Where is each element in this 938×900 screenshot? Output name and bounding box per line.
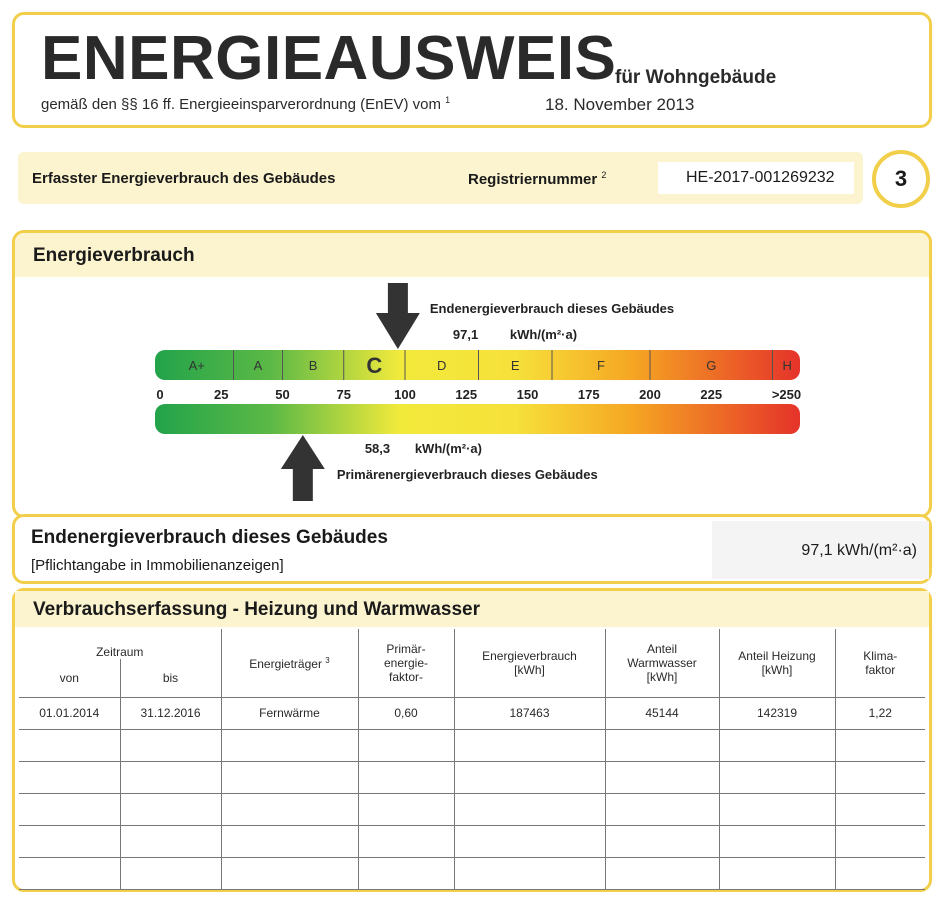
cell-energieverbrauch [454,857,605,889]
header-primaer-line3: faktor- [388,669,423,684]
primary-energy-arrow [281,435,325,501]
class-label-f: F [597,358,605,373]
header-warmwasser [605,629,719,697]
header-zeitraum: Zeitraum [19,629,221,659]
cell-primaerfaktor [358,793,454,825]
final-energy-value: 97,1 [452,327,479,342]
class-label-g: G [706,358,717,373]
legal-basis [41,95,450,113]
final-energy-unit: kWh/(m²·a) [509,327,578,342]
class-label-d: D [437,358,447,373]
header-energietraeger-text: Energieträger [249,657,322,672]
cell-energieverbrauch [454,761,605,793]
class-label-b: B [308,358,318,373]
registration-footnote: 2 [601,170,607,180]
cell-heizung [719,729,835,761]
header-verbrauch-line1: Energieverbrauch [482,648,577,663]
tick-label: 25 [214,387,229,402]
header-primaerfaktor [358,629,454,697]
cell-energietraeger [221,825,358,857]
section-title: Energieverbrauch [33,245,195,266]
primary-energy-label: Primärenergieverbrauch dieses Gebäudes [336,467,598,482]
cell-bis: 31.12.2016 [120,697,221,729]
final-energy-title: Endenergieverbrauch dieses Gebäudes [31,527,388,548]
table-row [19,793,925,825]
class-label-aplus: A+ [188,358,205,373]
cell-energieverbrauch [454,793,605,825]
consumption-table [19,629,925,890]
header-heizung-line1: Anteil Heizung [738,648,816,663]
tick-label: 200 [639,387,661,402]
cell-energietraeger [221,793,358,825]
tick-label: 125 [455,387,478,402]
header-heizung [719,629,835,697]
cell-primaerfaktor [358,825,454,857]
cell-energietraeger [221,857,358,889]
section-title: Verbrauchserfassung - Heizung und Warmwasser [33,599,480,620]
table-row [19,857,925,889]
final-energy-box-value: 97,1 kWh/(m²·a) [712,521,929,579]
cell-heizung [719,761,835,793]
section-header [15,591,929,627]
legal-date: 18. November 2013 [545,95,695,114]
header-ww-line2: Warmwasser [627,655,697,670]
cell-bis [120,857,221,889]
final-energy-label: Endenergieverbrauch dieses Gebäudes [429,301,675,316]
cell-bis [120,761,221,793]
cell-klimafaktor [835,857,925,889]
cell-warmwasser: 45144 [605,697,719,729]
tick-label: 75 [336,387,351,402]
header-verbrauch-line2: [kWh] [514,662,545,677]
header-primaer-line2: energie- [383,655,429,670]
tick-label: >250 [771,387,802,402]
header-heizung-line2: [kWh] [761,662,793,677]
tick-label: 150 [516,387,539,402]
tick-label: 175 [577,387,600,402]
cell-energietraeger: Fernwärme [221,697,358,729]
cell-heizung [719,857,835,889]
registration-number-label [468,170,606,188]
top-scale-bar [155,350,800,380]
cell-primaerfaktor [358,857,454,889]
cell-heizung: 142319 [719,697,835,729]
cell-primaerfaktor [358,729,454,761]
legal-text: gemäß den §§ 16 ff. Energieeinsparverordnung (EnEV) vom [41,96,441,113]
tick-label: 0 [156,387,164,402]
header-ww-line1: Anteil [646,641,678,656]
registration-bar [18,152,863,204]
tick-label: 225 [700,387,723,402]
tick-label: 100 [394,387,416,402]
page-number-badge: 3 [872,150,930,208]
cell-klimafaktor [835,729,925,761]
cell-klimafaktor: 1,22 [835,697,925,729]
header-bis: bis [120,659,221,697]
cell-warmwasser [605,729,719,761]
cell-bis [120,729,221,761]
cell-von [19,761,120,793]
cell-von [19,857,120,889]
cell-bis [120,793,221,825]
energy-consumption-section [12,230,932,518]
cell-warmwasser [605,857,719,889]
cell-energieverbrauch: 187463 [454,697,605,729]
cell-von [19,793,120,825]
table-row [19,761,925,793]
header-energieverbrauch [454,629,605,697]
header-klima-line2: faktor [865,662,896,677]
energy-scale-chart [15,233,932,518]
cell-warmwasser [605,793,719,825]
cell-energietraeger [221,761,358,793]
cell-bis [120,825,221,857]
registration-number: HE-2017-001269232 [658,162,854,194]
header-energietraeger-footnote: 3 [325,656,330,666]
cell-warmwasser [605,761,719,793]
cell-von: 01.01.2014 [19,697,120,729]
cell-energieverbrauch [454,825,605,857]
cell-klimafaktor [835,761,925,793]
cell-energietraeger [221,729,358,761]
primary-energy-unit: kWh/(m²·a) [414,441,483,456]
header-primaer-line1: Primär- [386,641,426,656]
header-klima-line1: Klima- [863,648,898,663]
header-energietraeger [221,629,358,697]
table-row [19,697,925,729]
final-energy-box [12,514,932,584]
bottom-scale-bar [155,404,800,434]
header-klimafaktor [835,629,925,697]
tick-label: 50 [275,387,290,402]
legal-footnote: 1 [445,95,451,105]
registration-number-text: Registriernummer [468,171,598,188]
cell-warmwasser [605,825,719,857]
cell-von [19,729,120,761]
document-title: ENERGIEAUSWEIS [41,24,617,93]
header-ww-line3: [kWh] [646,669,678,684]
cell-klimafaktor [835,793,925,825]
header-von: von [19,659,120,697]
primary-energy-value: 58,3 [364,441,391,456]
cell-von [19,825,120,857]
cell-primaerfaktor: 0,60 [358,697,454,729]
table-row [19,729,925,761]
cell-energieverbrauch [454,729,605,761]
cell-heizung [719,825,835,857]
certificate-header [12,12,932,128]
cell-klimafaktor [835,825,925,857]
table-row [19,825,925,857]
class-label-a: A [253,358,263,373]
mandatory-note: [Pflichtangabe in Immobilienanzeigen] [31,557,284,574]
class-label-e: E [510,358,520,373]
class-label-h: H [782,358,792,373]
final-energy-arrow [376,283,420,349]
table-header-row [19,629,925,659]
cell-primaerfaktor [358,761,454,793]
consumption-record-section [12,588,932,892]
class-label-c: C [366,353,383,378]
registration-label: Erfasster Energieverbrauch des Gebäudes [32,170,336,187]
cell-heizung [719,793,835,825]
document-subtitle: für Wohngebäude [615,67,777,88]
